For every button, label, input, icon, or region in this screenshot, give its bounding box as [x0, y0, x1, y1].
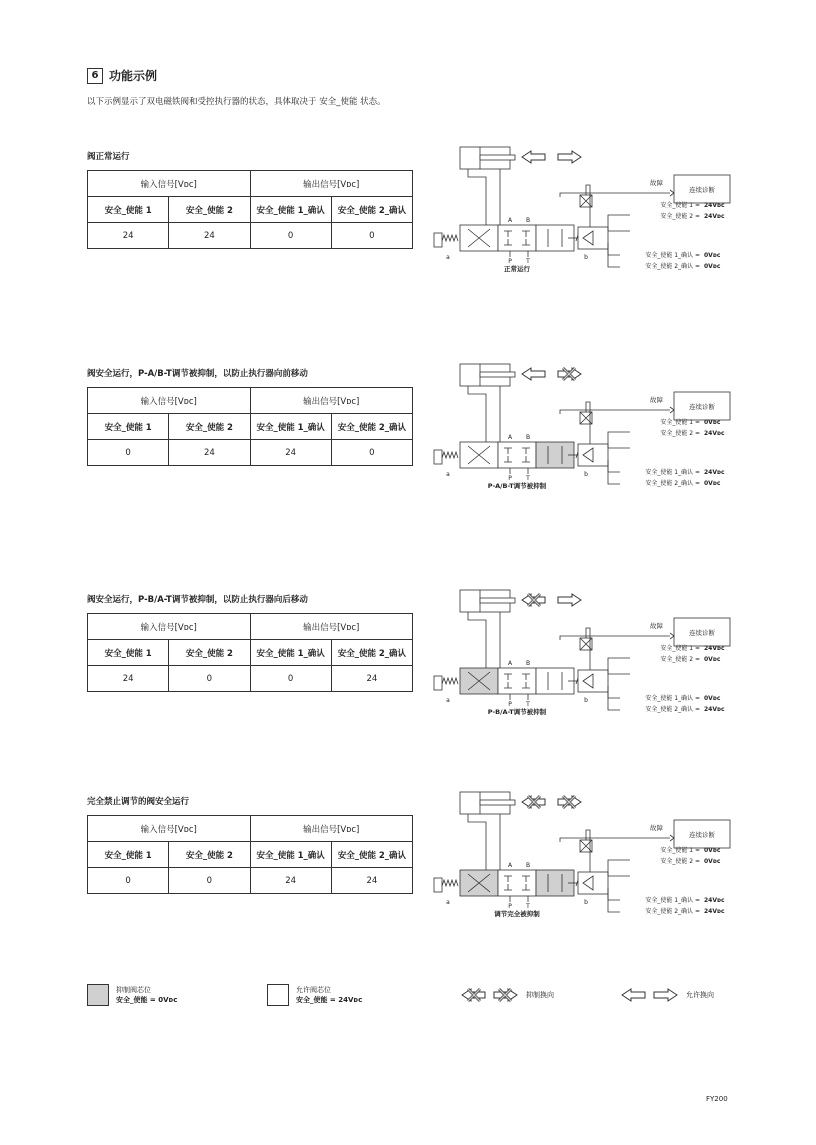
enable1-label: 安全_使能 1 =	[660, 645, 700, 652]
solenoid-a-label: a	[446, 471, 450, 478]
port-a-label: A	[507, 862, 513, 869]
signal-value: 0	[250, 223, 331, 249]
port-t-label: T	[526, 701, 530, 708]
enable1-label: 安全_使能 1 =	[660, 202, 700, 209]
signal-value: 0	[250, 666, 331, 692]
input-group-header: 输入信号[Vᴅᴄ]	[88, 388, 251, 414]
signal-value: 24	[169, 223, 250, 249]
input-group-header: 输入信号[Vᴅᴄ]	[88, 614, 251, 640]
enable2-value: 0Vᴅᴄ	[704, 858, 721, 865]
enable2-label: 安全_使能 2 =	[660, 213, 700, 220]
fault-label: 故障	[650, 622, 663, 630]
ack2-value: 0Vᴅᴄ	[704, 480, 721, 487]
solenoid-b-label: b	[584, 899, 588, 906]
signal-value: 24	[250, 440, 331, 466]
valve-diagram	[430, 790, 750, 930]
signal-table	[87, 815, 413, 894]
legend-blocked	[116, 985, 177, 1005]
signal-value: 24	[250, 868, 331, 894]
legend-allowed-dir: 允许换向	[686, 991, 714, 999]
column-header: 安全_使能 2_确认	[331, 414, 412, 440]
port-b-label: B	[525, 862, 531, 869]
diagram-caption: 调节完全被抑制	[494, 910, 540, 918]
port-t-label: T	[526, 258, 530, 265]
port-b-label: B	[525, 434, 531, 441]
signal-value: 0	[88, 440, 169, 466]
enable1-value: 0Vᴅᴄ	[704, 419, 721, 426]
port-t-label: T	[526, 903, 530, 910]
legend-blocked-dir: 抑制换向	[526, 991, 554, 999]
port-a-label: A	[507, 660, 513, 667]
diagram-caption: 正常运行	[504, 265, 530, 273]
enable1-value: 0Vᴅᴄ	[704, 847, 721, 854]
enable2-value: 24Vᴅᴄ	[704, 213, 725, 220]
enable2-label: 安全_使能 2 =	[660, 430, 700, 437]
enable1-value: 24Vᴅᴄ	[704, 645, 725, 652]
port-a-label: A	[507, 217, 513, 224]
signal-value: 0	[169, 868, 250, 894]
solenoid-b-label: b	[584, 697, 588, 704]
signal-table	[87, 387, 413, 466]
valve-diagram	[430, 362, 750, 502]
signal-value: 0	[331, 223, 412, 249]
group-header-row	[88, 816, 413, 842]
example-title: 完全禁止调节的阀安全运行	[87, 797, 190, 807]
diagnosis-box-label: 连续诊断	[689, 831, 715, 839]
enable2-value: 0Vᴅᴄ	[704, 656, 721, 663]
table-row	[88, 223, 413, 249]
port-t-label: T	[526, 475, 530, 482]
ack2-label: 安全_使能 2_确认 =	[645, 908, 700, 915]
ack2-label: 安全_使能 2_确认 =	[645, 263, 700, 270]
table-row	[88, 666, 413, 692]
allowed-direction-arrows-icon	[620, 985, 690, 1005]
section-title: 功能示例	[109, 69, 158, 83]
column-header: 安全_使能 1	[88, 414, 169, 440]
output-group-header: 输出信号[Vᴅᴄ]	[250, 816, 413, 842]
blocked-direction-arrows-icon	[460, 985, 530, 1005]
solenoid-a-label: a	[446, 899, 450, 906]
legend-allowed	[296, 985, 362, 1005]
output-group-header: 输出信号[Vᴅᴄ]	[250, 171, 413, 197]
solenoid-b-label: b	[584, 471, 588, 478]
diagnosis-box-label: 连续诊断	[689, 629, 715, 637]
group-header-row	[88, 171, 413, 197]
legend-allowed-pos: 允许阀芯位	[296, 986, 331, 994]
group-header-row	[88, 614, 413, 640]
column-header: 安全_使能 1_确认	[250, 842, 331, 868]
signal-value: 24	[88, 666, 169, 692]
ack2-label: 安全_使能 2_确认 =	[645, 706, 700, 713]
ack1-value: 24Vᴅᴄ	[704, 897, 725, 904]
page-code: FY200	[706, 1095, 728, 1103]
column-header-row	[88, 842, 413, 868]
enable1-value: 24Vᴅᴄ	[704, 202, 725, 209]
port-p-label: P	[508, 903, 512, 910]
legend-blocked-pos: 抑制阀芯位	[116, 986, 151, 994]
legend-blocked-cond: 安全_使能 = 0Vᴅᴄ	[116, 996, 178, 1004]
column-header: 安全_使能 1	[88, 197, 169, 223]
group-header-row	[88, 388, 413, 414]
ack2-value: 0Vᴅᴄ	[704, 263, 721, 270]
table-row	[88, 440, 413, 466]
column-header: 安全_使能 1_确认	[250, 640, 331, 666]
table-row	[88, 868, 413, 894]
section-number: 6	[87, 68, 103, 84]
port-b-label: B	[525, 217, 531, 224]
example-title: 阀安全运行，P-B/A-T调节被抑制，以防止执行器向后移动	[87, 595, 308, 605]
enable2-label: 安全_使能 2 =	[660, 656, 700, 663]
column-header: 安全_使能 1_确认	[250, 197, 331, 223]
enable1-label: 安全_使能 1 =	[660, 419, 700, 426]
signal-value: 24	[331, 868, 412, 894]
column-header: 安全_使能 1	[88, 640, 169, 666]
enable2-label: 安全_使能 2 =	[660, 858, 700, 865]
solenoid-a-label: a	[446, 254, 450, 261]
column-header: 安全_使能 2_确认	[331, 197, 412, 223]
ack1-label: 安全_使能 1_确认 =	[645, 695, 700, 702]
column-header-row	[88, 197, 413, 223]
ack2-value: 24Vᴅᴄ	[704, 908, 725, 915]
valve-diagram	[430, 588, 750, 728]
intro-text: 以下示例显示了双电磁铁阀和受控执行器的状态，具体取决于 安全_使能 状态。	[87, 97, 386, 107]
ack2-label: 安全_使能 2_确认 =	[645, 480, 700, 487]
signal-table	[87, 613, 413, 692]
input-group-header: 输入信号[Vᴅᴄ]	[88, 816, 251, 842]
column-header: 安全_使能 2	[169, 842, 250, 868]
ack1-label: 安全_使能 1_确认 =	[645, 469, 700, 476]
solenoid-a-label: a	[446, 697, 450, 704]
port-b-label: B	[525, 660, 531, 667]
input-group-header: 输入信号[Vᴅᴄ]	[88, 171, 251, 197]
ack1-value: 24Vᴅᴄ	[704, 469, 725, 476]
ack1-value: 0Vᴅᴄ	[704, 252, 721, 259]
diagram-caption: P-B/A-T调节被抑制	[487, 708, 547, 716]
column-header: 安全_使能 2	[169, 414, 250, 440]
signal-value: 0	[331, 440, 412, 466]
signal-value: 0	[88, 868, 169, 894]
column-header-row	[88, 640, 413, 666]
example-title: 阀正常运行	[87, 152, 130, 162]
signal-table	[87, 170, 413, 249]
column-header: 安全_使能 2_确认	[331, 842, 412, 868]
allowed-position-swatch	[267, 984, 289, 1006]
signal-value: 24	[169, 440, 250, 466]
column-header: 安全_使能 2	[169, 640, 250, 666]
example-title: 阀安全运行，P-A/B-T调节被抑制，以防止执行器向前移动	[87, 369, 308, 379]
column-header: 安全_使能 1_确认	[250, 414, 331, 440]
output-group-header: 输出信号[Vᴅᴄ]	[250, 614, 413, 640]
port-p-label: P	[508, 701, 512, 708]
signal-value: 24	[88, 223, 169, 249]
diagram-caption: P-A/B-T调节被抑制	[487, 482, 547, 490]
output-group-header: 输出信号[Vᴅᴄ]	[250, 388, 413, 414]
column-header-row	[88, 414, 413, 440]
column-header: 安全_使能 1	[88, 842, 169, 868]
port-a-label: A	[507, 434, 513, 441]
valve-diagram	[430, 145, 750, 285]
ack2-value: 24Vᴅᴄ	[704, 706, 725, 713]
legend-allowed-cond: 安全_使能 = 24Vᴅᴄ	[296, 996, 363, 1004]
fault-label: 故障	[650, 396, 663, 404]
solenoid-b-label: b	[584, 254, 588, 261]
diagnosis-box-label: 连续诊断	[689, 403, 715, 411]
signal-value: 0	[169, 666, 250, 692]
ack1-label: 安全_使能 1_确认 =	[645, 252, 700, 259]
port-p-label: P	[508, 258, 512, 265]
ack1-value: 0Vᴅᴄ	[704, 695, 721, 702]
column-header: 安全_使能 2_确认	[331, 640, 412, 666]
diagnosis-box-label: 连续诊断	[689, 186, 715, 194]
signal-value: 24	[331, 666, 412, 692]
ack1-label: 安全_使能 1_确认 =	[645, 897, 700, 904]
port-p-label: P	[508, 475, 512, 482]
fault-label: 故障	[650, 824, 663, 832]
blocked-position-swatch	[87, 984, 109, 1006]
enable2-value: 24Vᴅᴄ	[704, 430, 725, 437]
enable1-label: 安全_使能 1 =	[660, 847, 700, 854]
fault-label: 故障	[650, 179, 663, 187]
column-header: 安全_使能 2	[169, 197, 250, 223]
